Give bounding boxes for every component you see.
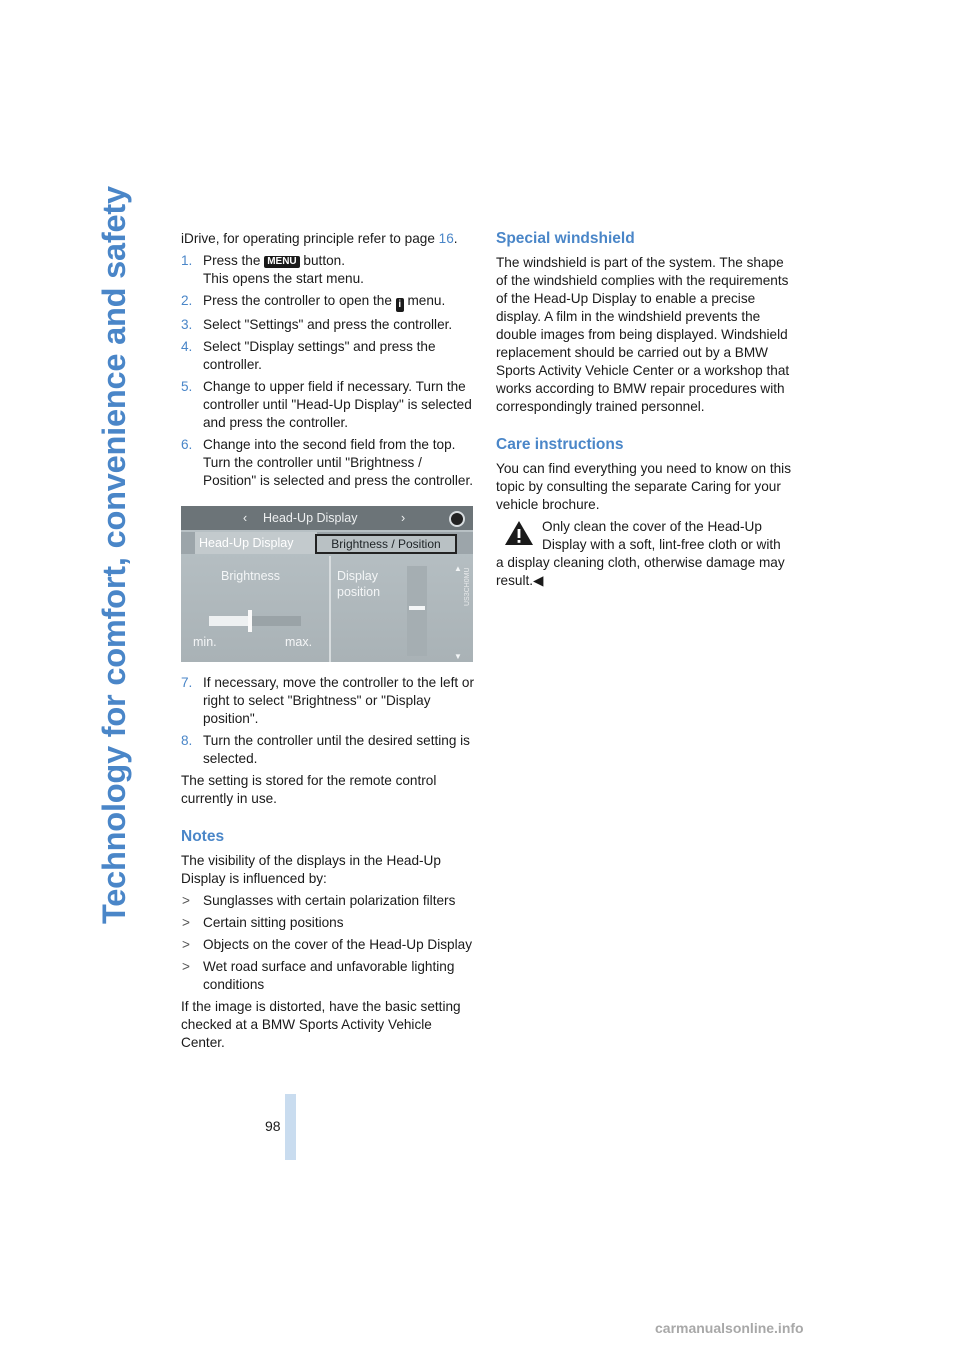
image-code: US3CH0MU bbox=[464, 567, 471, 606]
page-link[interactable]: 16 bbox=[438, 231, 454, 246]
warning-icon bbox=[504, 520, 534, 546]
side-section-title: Technology for comfort, convenience and safety bbox=[96, 186, 132, 924]
notes-heading: Notes bbox=[181, 828, 225, 845]
notes-bullet-4: > Wet road surface and unfavorable lighting conditions bbox=[182, 959, 455, 992]
position-label: position bbox=[337, 585, 381, 599]
step-8: 8. Turn the controller until the desired setting is selected. bbox=[181, 733, 470, 766]
notes-bullet-2: > Certain sitting positions bbox=[182, 915, 344, 930]
notes-bullet-1: > Sunglasses with certain polarization filters bbox=[182, 893, 456, 908]
tab-brightness-position: Brightness / Position bbox=[315, 534, 457, 554]
step-3: 3. Select "Settings" and press the controller. bbox=[181, 317, 453, 332]
notes-bullet-3: > Objects on the cover of the Head-Up Display bbox=[182, 937, 472, 952]
right-column bbox=[496, 230, 792, 590]
position-slider-track bbox=[407, 566, 427, 656]
screen-title: Head-Up Display bbox=[263, 511, 358, 525]
care-heading: Care instructions bbox=[496, 436, 624, 453]
screen-title-bar bbox=[181, 506, 473, 530]
screen-tab-row bbox=[181, 532, 473, 554]
triangle-down-icon: ▼ bbox=[454, 652, 462, 661]
care-text: You can find everything you need to know on this topic by consulting the separate Caring for your vehicle brochure. bbox=[496, 461, 791, 512]
tab-head-up-display: Head-Up Display bbox=[195, 532, 317, 554]
controller-icon bbox=[449, 511, 465, 527]
stored-setting-text: The setting is stored for the remote control currently in use. bbox=[181, 773, 437, 806]
brightness-slider-fill bbox=[209, 616, 250, 626]
step-6: 6. Change into the second field from the top. Turn the controller until "Brightness / Position" is selected and press the controller. bbox=[181, 437, 474, 488]
step-4: 4. Select "Display settings" and press the controller. bbox=[181, 339, 436, 372]
step-2: 2. Press the controller to open the i menu. bbox=[181, 293, 446, 310]
care-warning: Only clean the cover of the Head-Up Display with a soft, lint-free cloth or with a display cleaning cloth, otherwise damage may result.◀ bbox=[496, 519, 785, 588]
position-slider-knob bbox=[409, 606, 425, 610]
arrow-left-icon: ‹ bbox=[243, 511, 248, 525]
page-number: 98 bbox=[265, 1118, 281, 1134]
step-1: 1. Press the MENU button. This opens the start menu. bbox=[181, 253, 364, 286]
arrow-right-icon: › bbox=[401, 511, 406, 525]
screen-divider bbox=[329, 556, 331, 662]
notes-closing: If the image is distorted, have the basic setting checked at a BMW Sports Activity Vehicle Center. bbox=[181, 999, 461, 1050]
brightness-label: Brightness bbox=[221, 569, 281, 583]
info-menu-icon: i bbox=[396, 298, 404, 312]
page-marker-bar bbox=[285, 1094, 296, 1160]
intro-paragraph: iDrive, for operating principle refer to page 16. bbox=[181, 231, 458, 246]
end-mark-icon: ◀ bbox=[533, 573, 544, 588]
bullet-arrow-icon: > bbox=[182, 937, 190, 952]
notes-intro: The visibility of the displays in the Head-Up Display is influenced by: bbox=[181, 853, 441, 886]
min-label: min. bbox=[193, 635, 217, 649]
step-5: 5. Change to upper field if necessary. Turn the controller until "Head-Up Display" is selected and press the controller. bbox=[181, 379, 472, 430]
display-label: Display bbox=[337, 569, 378, 583]
left-column bbox=[181, 230, 477, 1056]
max-label: max. bbox=[285, 635, 313, 649]
windshield-text: The windshield is part of the system. The shape of the windshield complies with the requirements of the Head-Up Display to enable a precise display. A film in the windshield prevents the double images from being displayed. Windshield replacement should be carried out by a BMW Sports Activity Vehicle Center or a workshop that works according to BMW repair procedures with correspondingly trained personnel. bbox=[496, 255, 790, 414]
watermark: carmanualsonline.info bbox=[655, 1320, 804, 1336]
windshield-heading: Special windshield bbox=[496, 230, 635, 247]
menu-button-icon: MENU bbox=[264, 256, 299, 268]
step-7: 7. If necessary, move the controller to the left or right to select "Brightness" or "Display position". bbox=[181, 675, 474, 726]
triangle-up-icon: ▲ bbox=[454, 564, 462, 573]
brightness-slider-knob bbox=[248, 610, 252, 632]
head-up-display-screenshot bbox=[181, 506, 473, 662]
bullet-arrow-icon: > bbox=[182, 893, 190, 908]
bullet-arrow-icon: > bbox=[182, 915, 190, 930]
bullet-arrow-icon: > bbox=[182, 959, 190, 974]
